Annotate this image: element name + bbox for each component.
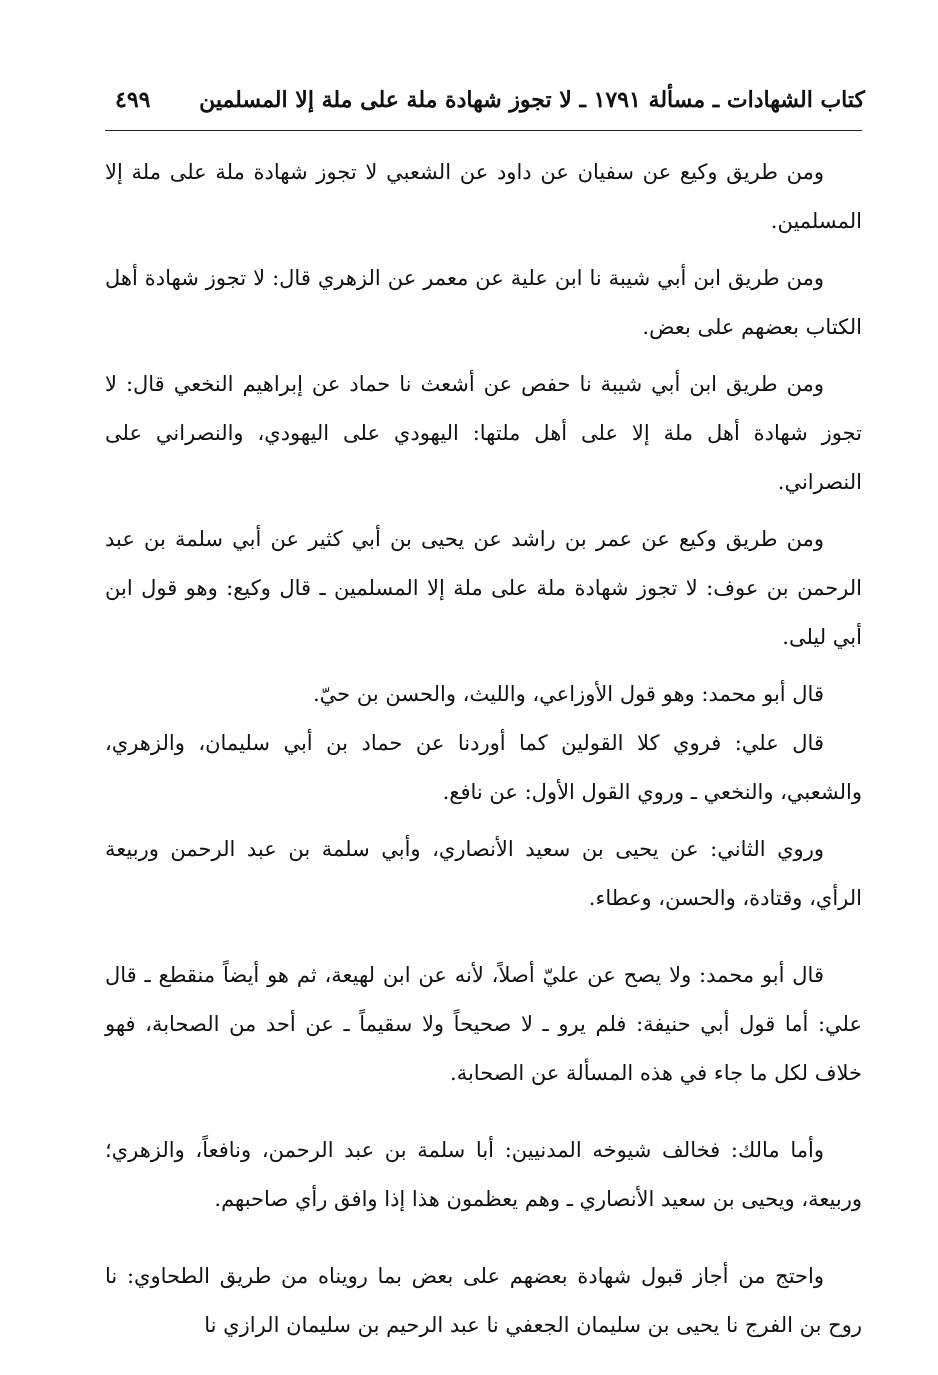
paragraph: ومن طريق وكيع عن سفيان عن داود عن الشعبي لا تجوز شهادة ملة على ملة إلا المسلمين.: [105, 160, 862, 233]
body-text: [105, 148, 862, 1350]
paragraph: ومن طريق ابن أبي شيبة نا حفص عن أشعث نا حماد عن إبراهيم النخعي قال: لا تجوز شهادة أهل ملة إلا على أهل ملتها: اليهودي على اليهودي، والنصراني على النصراني.: [105, 372, 862, 494]
paragraph: ومن طريق ابن أبي شيبة نا ابن علية عن معمر عن الزهري قال: لا تجوز شهادة أهل الكتاب بعضهم على بعض.: [105, 266, 862, 339]
page-number: ٤٩٩: [115, 87, 151, 113]
paragraph: قال أبو محمد: وهو قول الأوزاعي، والليث، والحسن بن حيّ.: [313, 682, 824, 706]
paragraph: قال علي: فروي كلا القولين كما أوردنا عن حماد بن أبي سليمان، والزهري، والشعبي، والنخعي ـ وروي القول الأول: عن نافع.: [105, 731, 862, 804]
paragraph: واحتج من أجاز قبول شهادة بعضهم على بعض بما رويناه من طريق الطحاوي: نا روح بن الفرج نا يحيى بن سليمان الجعفي نا عبد الرحيم بن سليمان الرازي نا: [105, 1264, 862, 1337]
paragraph: قال أبو محمد: ولا يصح عن عليّ أصلاً، لأنه عن ابن لهيعة، ثم هو أيضاً منقطع ـ قال علي: أما قول أبي حنيفة: فلم يرو ـ لا صحيحاً ولا سقيماً ـ عن أحد من الصحابة، فهو خلاف لكل ما جاء في هذه المسألة عن الصحابة.: [105, 963, 863, 1085]
paragraph: وروي الثاني: عن يحيى بن سعيد الأنصاري، وأبي سلمة بن عبد الرحمن وربيعة الرأي، وقتادة، والحسن، وعطاء.: [105, 837, 862, 910]
header-divider: [105, 130, 862, 131]
paragraph: وأما مالك: فخالف شيوخه المدنيين: أبا سلمة بن عبد الرحمن، ونافعاً، والزهري؛ وربيعة، ويحيى بن سعيد الأنصاري ـ وهم يعظمون هذا إذا وافق رأي صاحبهم.: [105, 1138, 862, 1211]
running-header: [105, 82, 865, 122]
paragraph: ومن طريق وكيع عن عمر بن راشد عن يحيى بن أبي كثير عن أبي سلمة بن عبد الرحمن بن عوف: لا تجوز شهادة ملة على ملة إلا المسلمين ـ قال وكيع: وهو قول ابن أبي ليلى.: [105, 527, 862, 649]
header-title: كتاب الشهادات ـ مسألة ١٧٩١ ـ لا تجوز شهادة ملة على ملة إلا المسلمين: [199, 87, 865, 113]
